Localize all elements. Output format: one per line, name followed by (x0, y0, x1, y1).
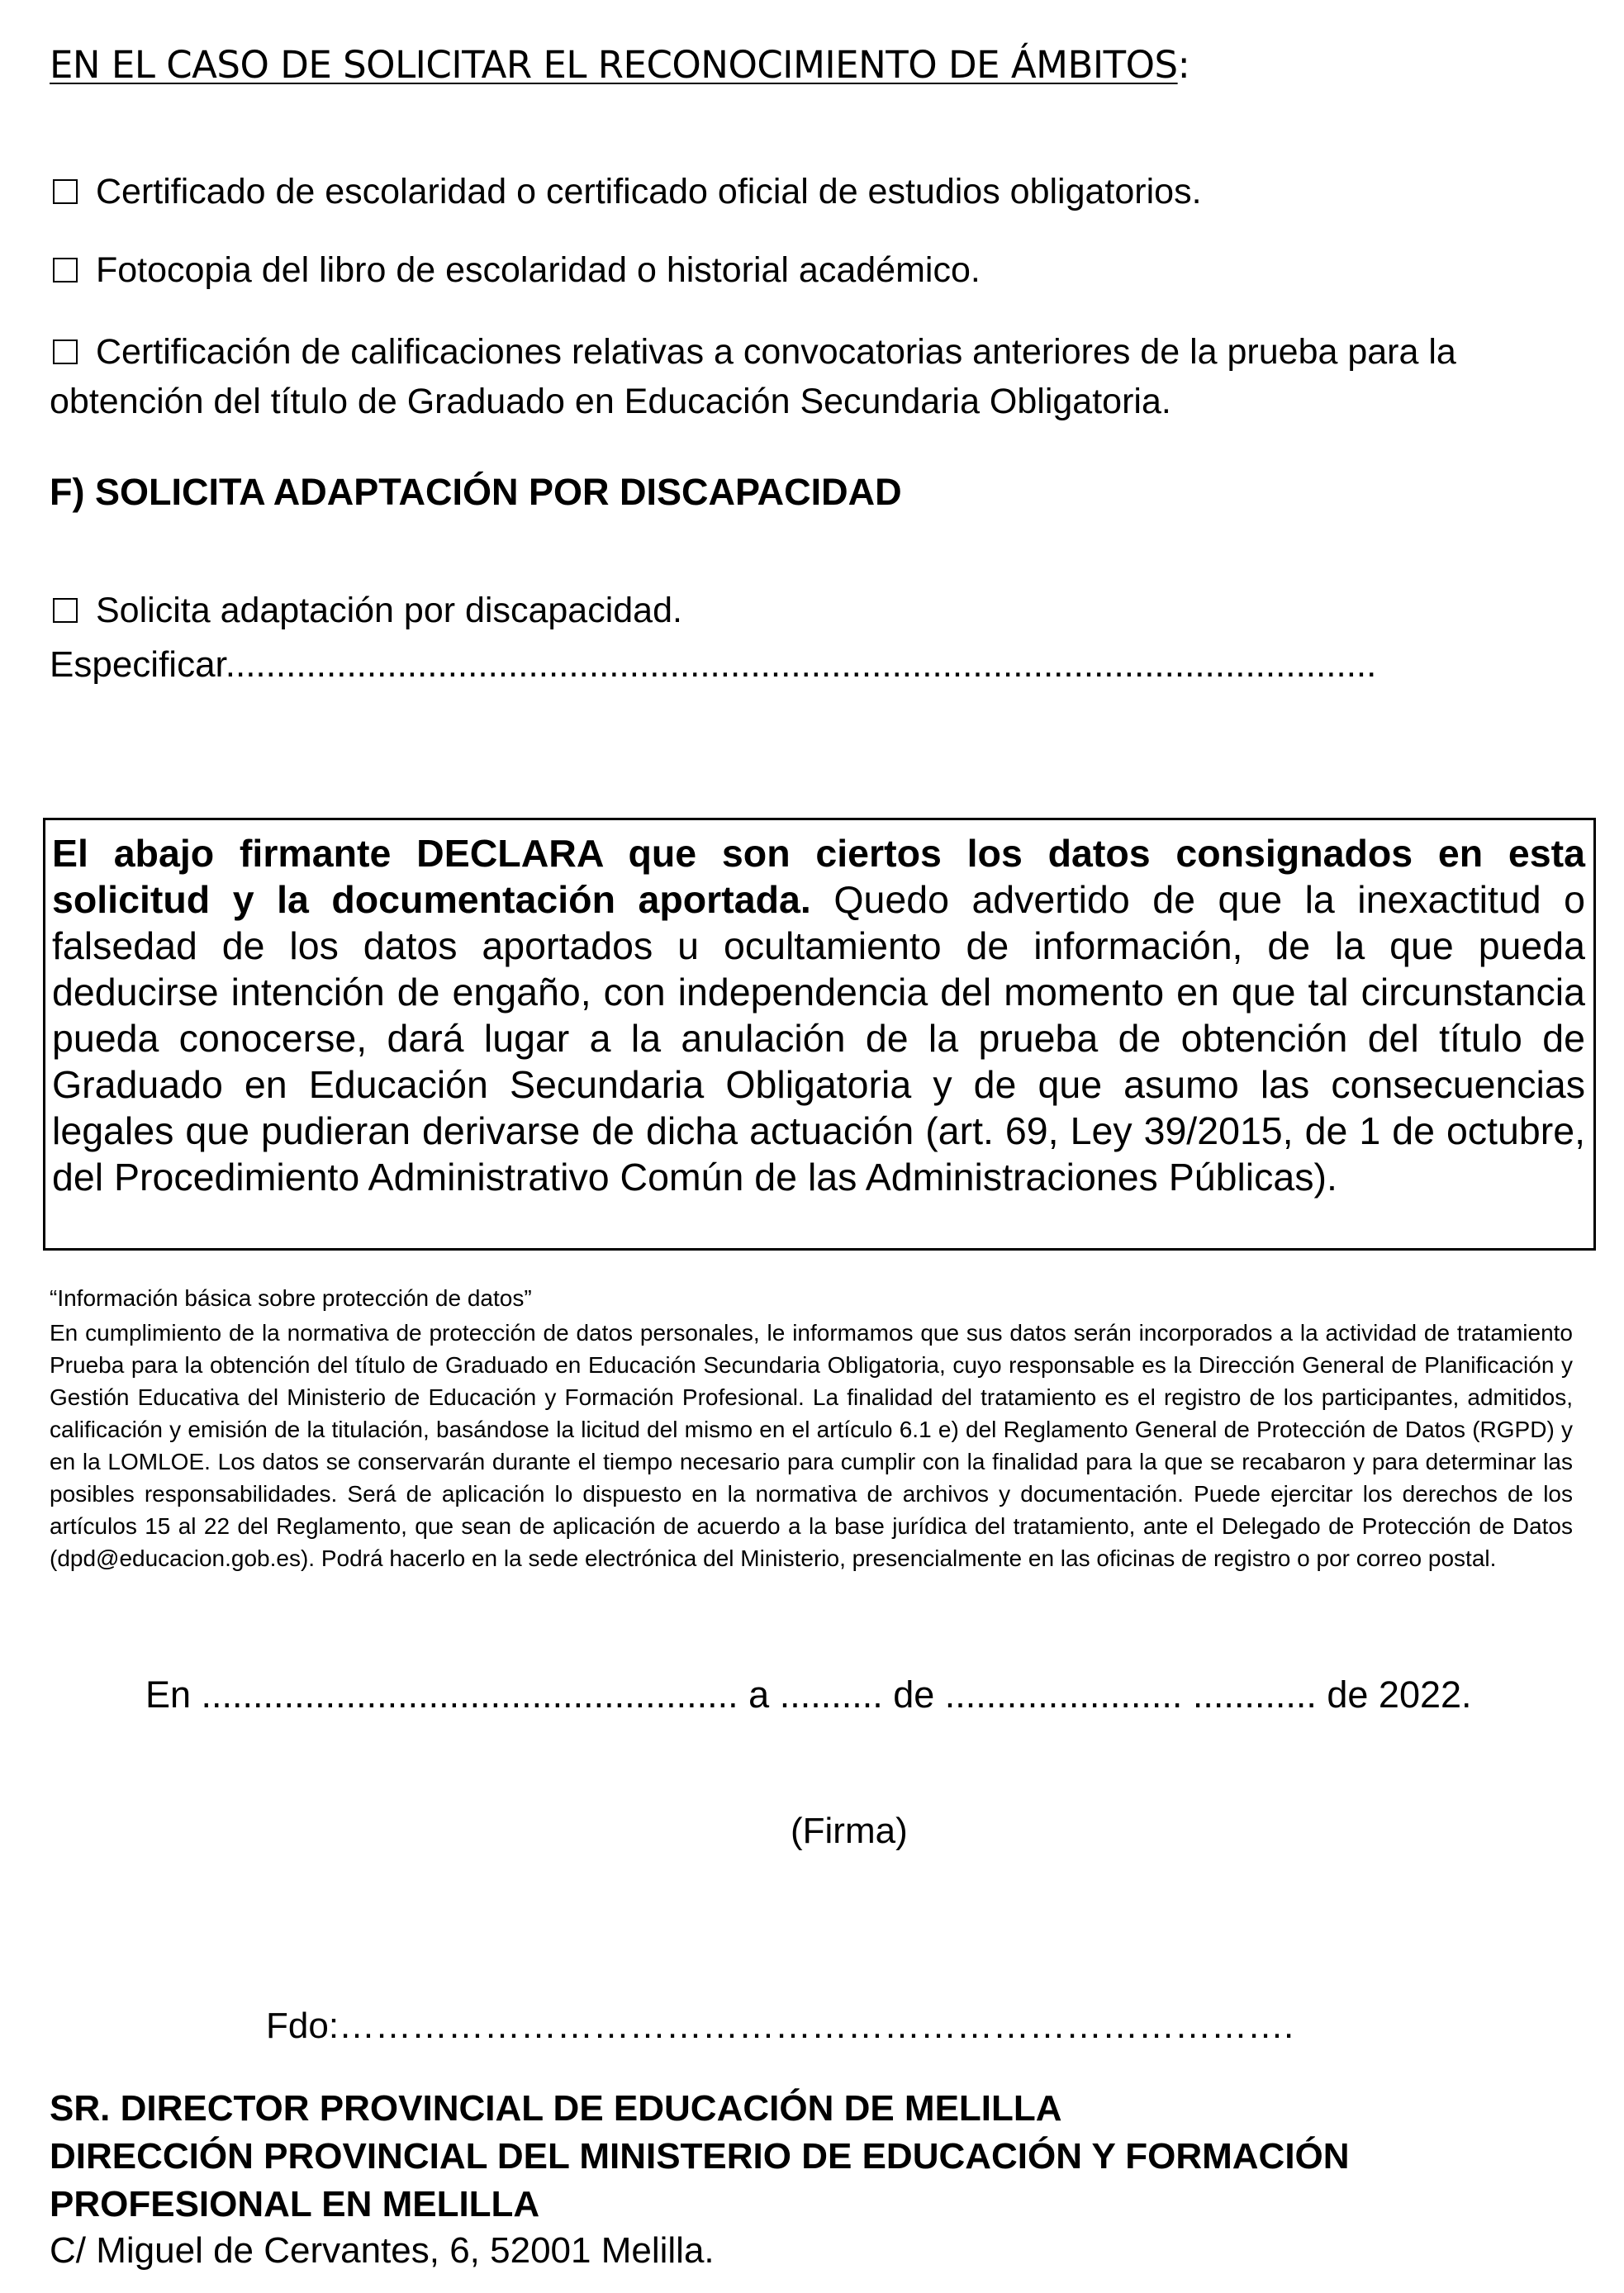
discapacidad-specify: Especificar.................................................................................................................. (50, 644, 1377, 685)
declaration-bold: El abajo firmante DECLARA que son ciertos los datos consignados en esta solicitud y la documentación aportada. (52, 832, 1585, 921)
declaration-text (52, 830, 1585, 1200)
checkbox[interactable] (53, 179, 78, 204)
ambitos-option-3-label: Certificación de calificaciones relativas a convocatorias anteriores de la prueba para la obtención del título de Graduado en Educación Secundaria Obligatoria. (50, 332, 1456, 421)
checkbox[interactable] (53, 339, 78, 364)
ambitos-heading-text: EN EL CASO DE SOLICITAR EL RECONOCIMIENTO DE ÁMBITOS (50, 43, 1178, 87)
date-line: En .................................................... a .......... de ....................... ............ de 2022. (145, 1673, 1472, 1716)
declaration-box (43, 818, 1596, 1251)
ambitos-option-2 (53, 250, 981, 291)
ambitos-option-3 (50, 327, 1603, 426)
ambitos-option-1-label: Certificado de escolaridad o certificado oficial de estudios obligatorios. (96, 172, 1202, 211)
signed-by-line: Fdo:……………………………………………………………………. (266, 2006, 1294, 2046)
declaration-body: Quedo advertido de que la inexactitud o falsedad de los datos aportados u ocultamiento de información, de la que pueda deducirse intención de engaño, con independencia del momento en que tal circunstancia pueda conocerse, dará lugar a la anulación de la prueba de obtención del título de Graduado en Educación Secundaria Obligatoria y de que asumo las consecuencias legales que pudieran derivarse de dicha actuación (art. 69, Ley 39/2015, de 1 de octubre, del Procedimiento Administrativo Común de las Administraciones Públicas). (52, 878, 1585, 1199)
recipient-block (50, 2085, 1350, 2272)
checkbox[interactable] (53, 598, 78, 623)
discapacidad-title: F) SOLICITA ADAPTACIÓN POR DISCAPACIDAD (50, 471, 902, 513)
ambitos-heading (50, 43, 1190, 87)
privacy-title: “Información básica sobre protección de datos” (50, 1285, 532, 1311)
discapacidad-option (53, 591, 682, 631)
signature-label: (Firma) (791, 1811, 908, 1851)
ambitos-option-1 (53, 172, 1202, 212)
ambitos-option-2-label: Fotocopia del libro de escolaridad o historial académico. (96, 250, 981, 290)
privacy-body: En cumplimiento de la normativa de protección de datos personales, le informamos que sus datos serán incorporados a la actividad de tratamiento Prueba para la obtención del título de Graduado en Educación Secundaria Obligatoria, cuyo responsable es la Dirección General de Planificación y Gestión Educativa del Ministerio de Educación y Formación Profesional. La finalidad del tratamiento es el registro de los participantes, admitidos, calificación y emisión de la titulación, basándose la licitud del mismo en el artículo 6.1 e) del Reglamento General de Protección de Datos (RGPD) y en la LOMLOE. Los datos se conservarán durante el tiempo necesario para cumplir con la finalidad para la que se recabaron y para determinar las posibles responsabilidades. Será de aplicación lo dispuesto en la normativa de archivos y documentación. Puede ejercitar los derechos de los artículos 15 al 22 del Reglamento, que sean de aplicación de acuerdo a la base jurídica del tratamiento, ante el Delegado de Protección de Datos (dpd@educacion.gob.es). Podrá hacerlo en la sede electrónica del Ministerio, presencialmente en las oficinas de registro o por correo postal. (50, 1320, 1573, 1571)
recipient-line-3: PROFESIONAL EN MELILLA (50, 2184, 540, 2224)
recipient-line-2: DIRECCIÓN PROVINCIAL DEL MINISTERIO DE EDUCACIÓN Y FORMACIÓN (50, 2136, 1350, 2177)
discapacidad-option-label: Solicita adaptación por discapacidad. (96, 591, 682, 630)
recipient-line-1: SR. DIRECTOR PROVINCIAL DE EDUCACIÓN DE MELILLA (50, 2088, 1062, 2129)
recipient-address: C/ Miguel de Cervantes, 6, 52001 Melilla. (50, 2230, 715, 2271)
checkbox[interactable] (53, 258, 78, 282)
ambitos-heading-colon: : (1177, 43, 1190, 87)
